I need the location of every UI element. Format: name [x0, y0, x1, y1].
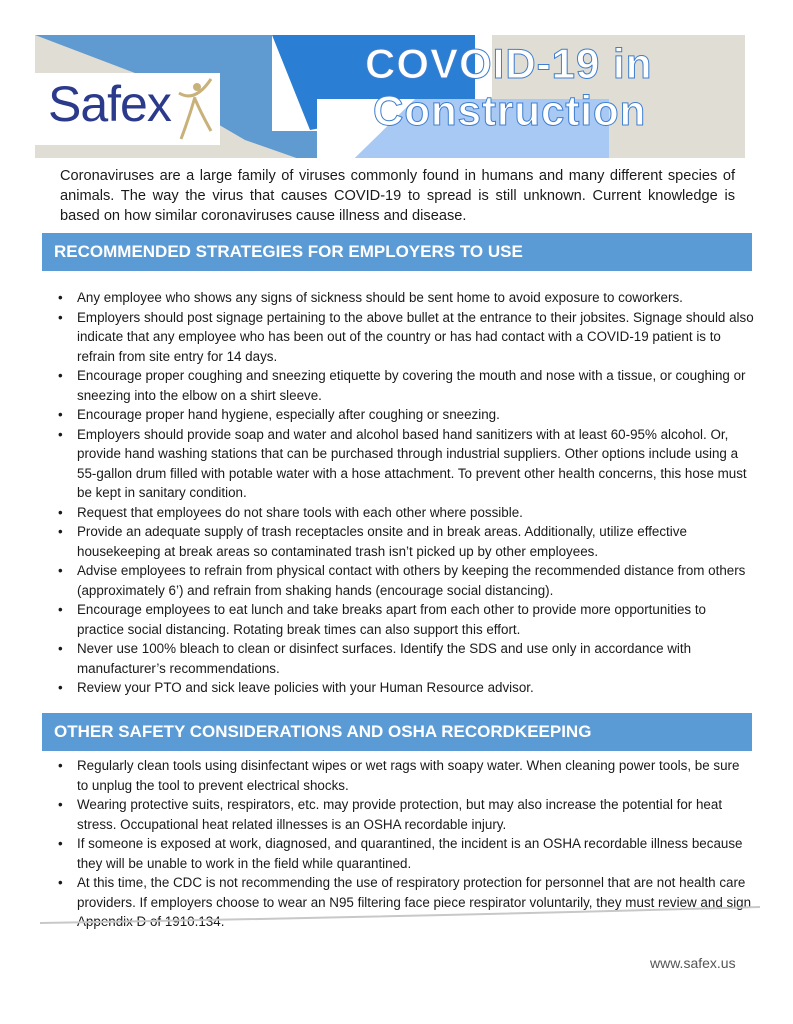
list-item: • Request that employees do not share tools with each other where possible.: [58, 503, 754, 523]
list-item: • Regularly clean tools using disinfectant wipes or wet rags with soapy water. When cleaning power tools, be sure to unplug the tool to prevent electrical shocks.: [58, 756, 754, 795]
logo-figure-icon: [175, 73, 215, 143]
list-item: • Advise employees to refrain from physical contact with others by keeping the recommended distance from others (approximately 6’) and refrain from shaking hands (encourage social distancing).: [58, 561, 754, 600]
list-item: • Provide an adequate supply of trash receptacles onsite and in break areas. Additionally, utilize effective housekeeping at break areas so contaminated trash isn’t picked up by other employees.: [58, 522, 754, 561]
strategies-list: [58, 288, 754, 698]
header-banner: [35, 35, 745, 158]
intro-paragraph: Coronaviruses are a large family of viruses commonly found in humans and many different species of animals. The way the virus that causes COVID-19 to spread is still unknown. Current knowledge is based on how similar coronaviruses cause illness and disease.: [60, 168, 735, 224]
list-item: • Encourage proper coughing and sneezing etiquette by covering the mouth and nose with a tissue, or coughing or sneezing into the elbow on a shirt sleeve.: [58, 366, 754, 405]
list-item: • Employers should provide soap and water and alcohol based hand sanitizers with at least 60-95% alcohol. Or, provide hand washing stations that can be purchased through industrial suppliers. Other options include using a 55-gallon drum filled with potable water with a hose attachment. To prevent other health concerns, this hose must be kept in sanitary condition.: [58, 425, 754, 503]
list-item: • Wearing protective suits, respirators, etc. may provide protection, but may also increase the potential for heat stress. Occupational heat related illnesses is an OSHA recordable injury.: [58, 795, 754, 834]
logo-box: [35, 73, 220, 145]
list-item: • Employers should post signage pertaining to the above bullet at the entrance to their jobsites. Signage should also indicate that any employee who has been out of the country or has had contact with a COVID-19 patient is to refrain from site entry for 14 days.: [58, 308, 754, 367]
title-line-1: COVOID-19 in: [365, 40, 653, 87]
footer-website-link[interactable]: www.safex.us: [650, 955, 736, 971]
section-heading-osha: OTHER SAFETY CONSIDERATIONS AND OSHA RECORDKEEPING: [42, 713, 752, 751]
list-item: • Review your PTO and sick leave policies with your Human Resource advisor.: [58, 678, 754, 698]
list-item: • Encourage employees to eat lunch and take breaks apart from each other to provide more opportunities to practice social distancing. Rotating break times can also support this effort.: [58, 600, 754, 639]
title-line-2: Construction: [373, 87, 647, 134]
footer-divider: [40, 905, 760, 925]
list-item: • Never use 100% bleach to clean or disinfect surfaces. Identify the SDS and use only in accordance with manufacturer’s recommendations.: [58, 639, 754, 678]
list-item: • Encourage proper hand hygiene, especially after coughing or sneezing.: [58, 405, 754, 425]
safex-logo: Safex: [48, 76, 171, 132]
section-heading-strategies: RECOMMENDED STRATEGIES FOR EMPLOYERS TO USE: [42, 233, 752, 271]
list-item: • Any employee who shows any signs of sickness should be sent home to avoid exposure to coworkers.: [58, 288, 754, 308]
list-item: • If someone is exposed at work, diagnosed, and quarantined, the incident is an OSHA recordable illness because they will be unable to work in the field while quarantined.: [58, 834, 754, 873]
list-item: • At this time, the CDC is not recommending the use of respiratory protection for personnel that are not health care providers. If employers choose to wear an N95 filtering face piece respirator voluntarily, they must review and sign Appendix D of 1910.134.: [58, 873, 754, 932]
